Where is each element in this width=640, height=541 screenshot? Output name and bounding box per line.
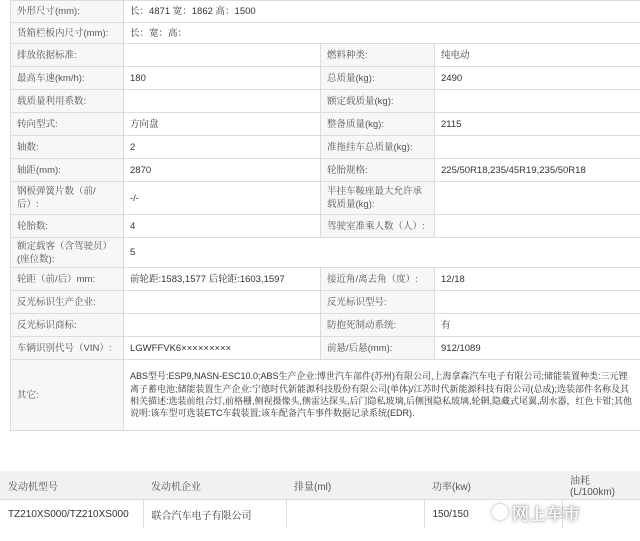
spec-label: 排放依据标准: bbox=[11, 44, 124, 67]
engine-header-cell: 排量(ml) bbox=[286, 471, 424, 500]
watermark-text: 网上车市 bbox=[512, 504, 580, 524]
spec-row bbox=[11, 90, 640, 113]
spec-label: 轮胎规格: bbox=[321, 159, 435, 182]
spec-label: 轮胎数: bbox=[11, 215, 124, 238]
section-gap bbox=[0, 462, 640, 471]
spec-row bbox=[11, 238, 640, 268]
spec-value: 有 bbox=[435, 314, 640, 337]
spec-value bbox=[435, 182, 640, 215]
spec-label: 反光标识生产企业: bbox=[11, 291, 124, 314]
spec-label: 燃料种类: bbox=[321, 44, 435, 67]
spec-value: 2490 bbox=[435, 67, 640, 90]
spec-label: 载质量利用系数: bbox=[11, 90, 124, 113]
spec-row bbox=[11, 291, 640, 314]
engine-cell: TZ210XS000/TZ210XS000 bbox=[0, 500, 143, 529]
spec-value bbox=[435, 90, 640, 113]
spec-label: 整备质量(kg): bbox=[321, 113, 435, 136]
spec-value: 912/1089 bbox=[435, 337, 640, 360]
spec-row bbox=[11, 44, 640, 67]
spec-value: ABS型号:ESP9,NASN-ESC10.0;ABS生产企业:博世汽车部件(苏州)有限公司,上海拿森汽车电子有限公司;储能装置种类:三元锂离子蓄电池;储能装置生产企业:宁德时代新能源科技股份有限公司(单体)/江苏时代新能源科技有限公司(总成);选装部件名称及其相关描述:选装前组合灯,前格栅,侧视摄像头,侧雷达探头,后门隐私玻璃,后侧围隐私玻璃,轮辋,隐藏式尾翼,刮水器，红色卡钳;其他说明:该车型可选装ETC车载装置;该车配备汽车事件数据记录系统(EDR). bbox=[124, 360, 640, 431]
spec-value: 方向盘 bbox=[124, 113, 321, 136]
spec-value bbox=[435, 215, 640, 238]
spec-label: 总质量(kg): bbox=[321, 67, 435, 90]
spec-row bbox=[11, 314, 640, 337]
spec-value bbox=[435, 136, 640, 159]
engine-header-cell: 功率(kw) bbox=[424, 471, 562, 500]
spec-value: 前轮距:1583,1577 后轮距:1603,1597 bbox=[124, 268, 321, 291]
spec-label: 钢板弹簧片数（前/后）: bbox=[11, 182, 124, 215]
spec-label: 转向型式: bbox=[11, 113, 124, 136]
spec-value: 长：4871 宽：1862 高：1500 bbox=[124, 1, 640, 23]
engine-header-cell: 发动机型号 bbox=[0, 471, 143, 500]
spec-row bbox=[11, 182, 640, 215]
spec-label: 其它: bbox=[11, 360, 124, 431]
spec-label: 轴数: bbox=[11, 136, 124, 159]
spec-row bbox=[11, 67, 640, 90]
spec-value: 纯电动 bbox=[435, 44, 640, 67]
spec-value: LGWFFVK6××××××××× bbox=[124, 337, 321, 360]
spec-label: 货箱栏板内尺寸(mm): bbox=[11, 23, 124, 44]
spec-value: 180 bbox=[124, 67, 321, 90]
spec-row bbox=[11, 215, 640, 238]
spec-value bbox=[124, 44, 321, 67]
watermark-ring-icon bbox=[492, 504, 508, 520]
spec-value: 2115 bbox=[435, 113, 640, 136]
spec-label: 额定载质量(kg): bbox=[321, 90, 435, 113]
spec-value: 2870 bbox=[124, 159, 321, 182]
spec-label: 外形尺寸(mm): bbox=[11, 1, 124, 23]
engine-header-row bbox=[0, 471, 640, 500]
spec-label: 轮距（前/后）mm: bbox=[11, 268, 124, 291]
spec-row bbox=[11, 159, 640, 182]
spec-label: 反光标识商标: bbox=[11, 314, 124, 337]
spec-value bbox=[124, 90, 321, 113]
engine-cell: 联合汽车电子有限公司 bbox=[143, 500, 286, 529]
spec-value: 5 bbox=[124, 238, 640, 268]
spec-value: 225/50R18,235/45R19,235/50R18 bbox=[435, 159, 640, 182]
spec-value bbox=[124, 291, 321, 314]
spec-label: 防抱死制动系统: bbox=[321, 314, 435, 337]
spec-value: 4 bbox=[124, 215, 321, 238]
spec-row bbox=[11, 337, 640, 360]
engine-cell: 150/150 bbox=[424, 500, 562, 529]
spec-label: 半挂车鞍座最大允许承载质量(kg): bbox=[321, 182, 435, 215]
spec-label: 驾驶室准乘人数（人）: bbox=[321, 215, 435, 238]
spec-value: 长：宽：高： bbox=[124, 23, 640, 44]
spec-value bbox=[435, 291, 640, 314]
spec-value: 2 bbox=[124, 136, 321, 159]
watermark-logo bbox=[492, 497, 610, 527]
spec-row bbox=[11, 113, 640, 136]
engine-cell bbox=[286, 500, 424, 529]
spec-label: 轴距(mm): bbox=[11, 159, 124, 182]
spec-row bbox=[11, 1, 640, 23]
spec-label: 接近角/离去角（度）: bbox=[321, 268, 435, 291]
spec-label: 前悬/后悬(mm): bbox=[321, 337, 435, 360]
spec-label: 最高车速(km/h): bbox=[11, 67, 124, 90]
spec-value: -/- bbox=[124, 182, 321, 215]
vehicle-spec-table bbox=[10, 0, 640, 431]
spec-row bbox=[11, 360, 640, 431]
spec-label: 额定载客（含驾驶员）(座位数): bbox=[11, 238, 124, 268]
spec-label: 车辆识别代号（VIN）: bbox=[11, 337, 124, 360]
spec-value: 12/18 bbox=[435, 268, 640, 291]
engine-header-cell: 油耗(L/100km) bbox=[562, 471, 640, 500]
spec-label: 反光标识型号: bbox=[321, 291, 435, 314]
spec-row bbox=[11, 268, 640, 291]
spec-value bbox=[124, 314, 321, 337]
engine-header-cell: 发动机企业 bbox=[143, 471, 286, 500]
spec-row bbox=[11, 23, 640, 44]
spec-label: 准拖挂车总质量(kg): bbox=[321, 136, 435, 159]
spec-row bbox=[11, 136, 640, 159]
